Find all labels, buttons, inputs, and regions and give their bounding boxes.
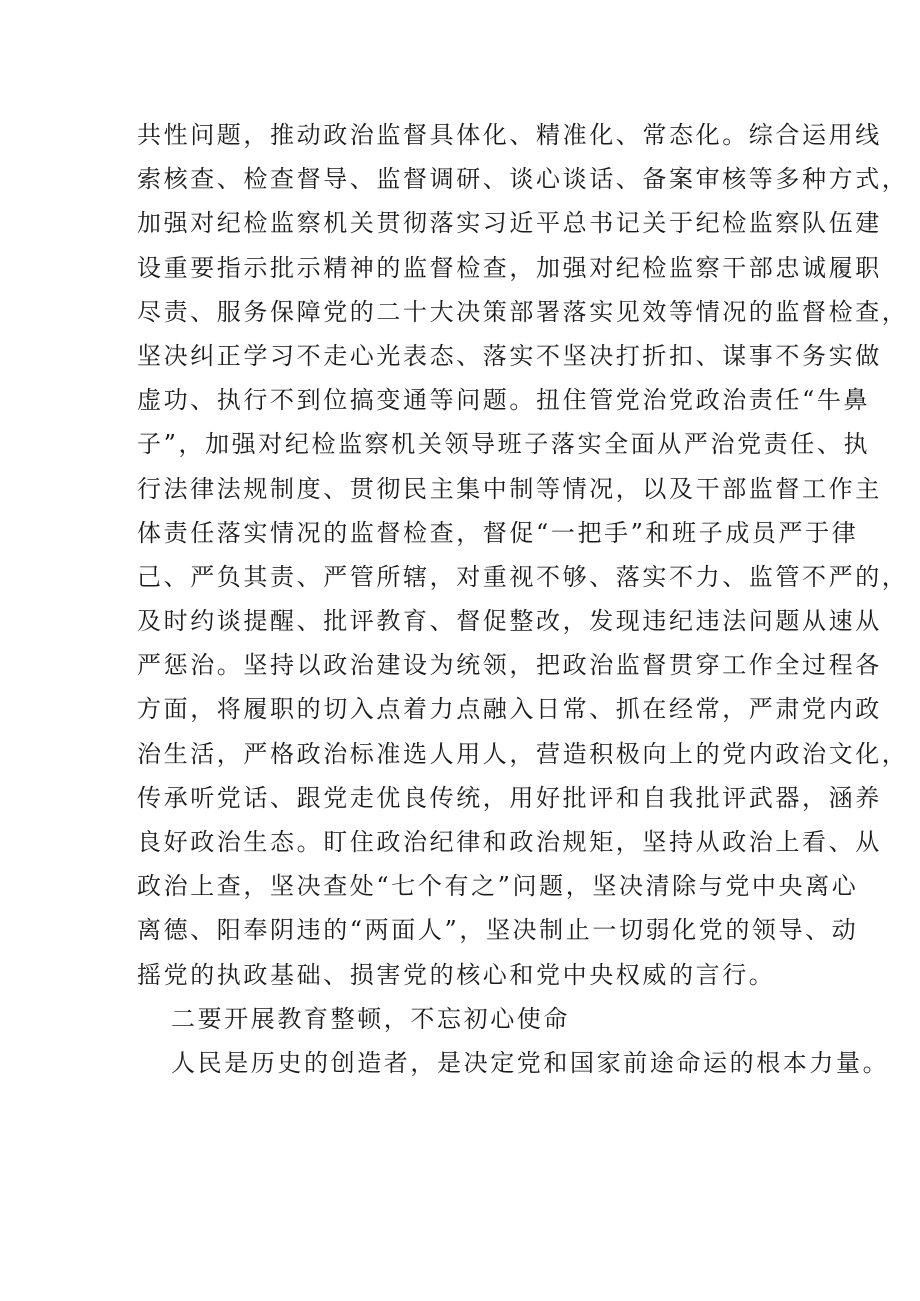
text-line: 政治上查，坚决查处“七个有之”问题，坚决清除与党中央离心	[137, 872, 859, 901]
text-line: 方面，将履职的切入点着力点融入日常、抓在经常，严肃党内政	[137, 695, 882, 724]
section-heading: 二要开展教育整顿，不忘初心使命	[171, 1004, 570, 1033]
text-line: 子”，加强对纪检监察机关领导班子落实全面从严治党责任、执	[137, 430, 871, 459]
text-line: 及时约谈提醒、批评教育、督促整改，发现违纪违法问题从速从	[137, 607, 882, 636]
text-line: 体责任落实情况的监督检查，督促“一把手”和班子成员严于律	[137, 518, 859, 547]
text-line: 治生活，严格政治标准选人用人，营造积极向上的党内政治文化，	[137, 739, 909, 768]
text-line: 良好政治生态。盯住政治纪律和政治规矩，坚持从政治上看、从	[137, 828, 882, 856]
paragraph-2-line: 人民是历史的创造者，是决定党和国家前途命运的根本力量。	[171, 1048, 890, 1077]
document-body	[137, 113, 909, 1085]
text-line: 共性问题，推动政治监督具体化、精准化、常态化。综合运用线	[137, 121, 882, 149]
text-line: 虚功、执行不到位搞变通等问题。扭住管党治党政治责任“牛鼻	[137, 386, 871, 415]
text-line: 严惩治。坚持以政治建设为统领，把政治监督贯穿工作全过程各	[137, 651, 882, 680]
text-line: 离德、阳奉阴违的“两面人”，坚决制止一切弱化党的领导、动	[137, 916, 859, 945]
text-line: 索核查、检查督导、监督调研、谈心谈话、备案审核等多种方式，	[137, 165, 909, 194]
text-line: 加强对纪检监察机关贯彻落实习近平总书记关于纪检监察队伍建	[137, 209, 882, 238]
text-line: 传承听党话、跟党走优良传统，用好批评和自我批评武器，涵养	[137, 783, 882, 812]
paragraph-1	[137, 113, 909, 997]
text-line: 己、严负其责、严管所辖，对重视不够、落实不力、监管不严的，	[137, 562, 909, 591]
text-line: 坚决纠正学习不走心光表态、落实不坚决打折扣、谋事不务实做	[137, 341, 882, 370]
text-line: 尽责、服务保障党的二十大决策部署落实见效等情况的监督检查，	[137, 297, 909, 326]
text-line: 行法律法规制度、贯彻民主集中制等情况，以及干部监督工作主	[137, 474, 882, 503]
text-line: 设重要指示批示精神的监督检查，加强对纪检监察干部忠诚履职	[137, 253, 882, 282]
text-line: 摇党的执政基础、损害党的核心和党中央权威的言行。	[137, 960, 776, 989]
